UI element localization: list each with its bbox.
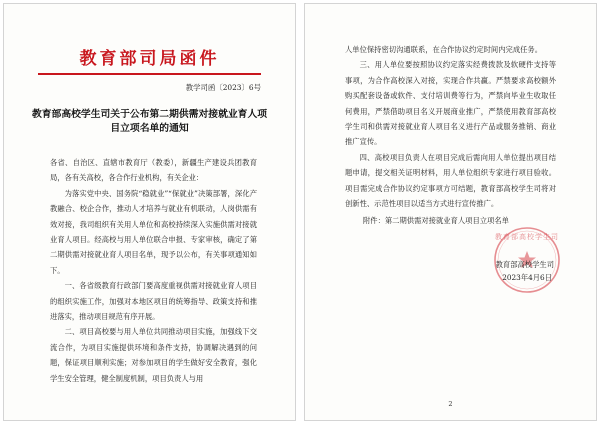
attachment-line: 附件：第二期供需对接就业育人项目立项名单 xyxy=(363,216,509,225)
item-two-continued-paragraph: 人单位保持密切沟通联系，在合作协议约定时间内完成任务。 xyxy=(345,45,543,54)
notice-title: 教育部高校学生司关于公布第二期供需对接就业育人项目立项名单的通知 xyxy=(31,109,268,134)
document-page-1 xyxy=(3,3,296,421)
issue-date: 2023年4月6日 xyxy=(502,273,552,282)
notice-body-page-1 xyxy=(50,155,257,386)
item-three-paragraph: 三、用人单位要按照协议约定落实经费拨款及软硬件支持等事项，为合作高校深入对接，实现合作共赢。严禁要求高校额外购买配套设备或软件、支付培训费等行为，严禁向毕业生收取任何费用，严禁借助项目名义开展商业推广，严禁使用教育部高校学生司和供需对接就业育人项目名义进行产品或服务推销、商业推广宣传。 xyxy=(345,60,556,147)
intro-paragraph: 为落实党中央、国务院“稳就业”“保就业”决策部署，深化产教融合、校企合作，推动人才培养与就业有机联动，人岗供需有效对接，我司组织有关用人单位和高校持续深入实施供需对接就业育人项目。经高校与用人单位联合申报、专家审核，确定了第二期供需对接就业育人项目名单，现予以公布，有关事项通知如下。 xyxy=(50,188,257,275)
document-page-2 xyxy=(304,3,597,421)
item-four-paragraph: 四、高校项目负责人在项目完成后需向用人单位提出项目结题申请，提交相关证明材料，用人单位组织专家进行项目验收。项目需完成合作协议约定事项方可结题，教育部高校学生司将对创新性、示范性项目以适当方式进行宣传推广。 xyxy=(345,152,556,209)
notice-body-page-2 xyxy=(345,42,556,211)
item-one-paragraph: 一、各省级教育行政部门要高度重视供需对接就业育人项目的组织实施工作，加强对本地区项目的统筹指导、政策支持和推进落实，推动项目规范有序开展。 xyxy=(50,281,257,322)
bureau-letterhead-title: 教育部司局函件 xyxy=(79,49,220,69)
document-number: 教学司函〔2023〕6号 xyxy=(185,83,261,92)
item-two-paragraph: 二、项目高校要与用人单位共同推动项目实施，加强线下交流合作，为项目实施提供环境和条件支持，协调解决遇到的问题，保证项目顺利实施；对参加项目的学生做好安全教育，强化学生安全管理，健全制度机制，项目负责人与用 xyxy=(50,327,257,383)
page-number: 2 xyxy=(448,400,453,408)
letterhead-red-rule xyxy=(38,73,261,75)
issuer-signature: 教育部高校学生司 xyxy=(495,260,554,269)
salutation-paragraph: 各省、自治区、直辖市教育厅（教委），新疆生产建设兵团教育局，各有关高校，各合作行业机构，有关企业： xyxy=(50,158,257,183)
seal-text: 教育部高校学生司 xyxy=(495,233,559,241)
